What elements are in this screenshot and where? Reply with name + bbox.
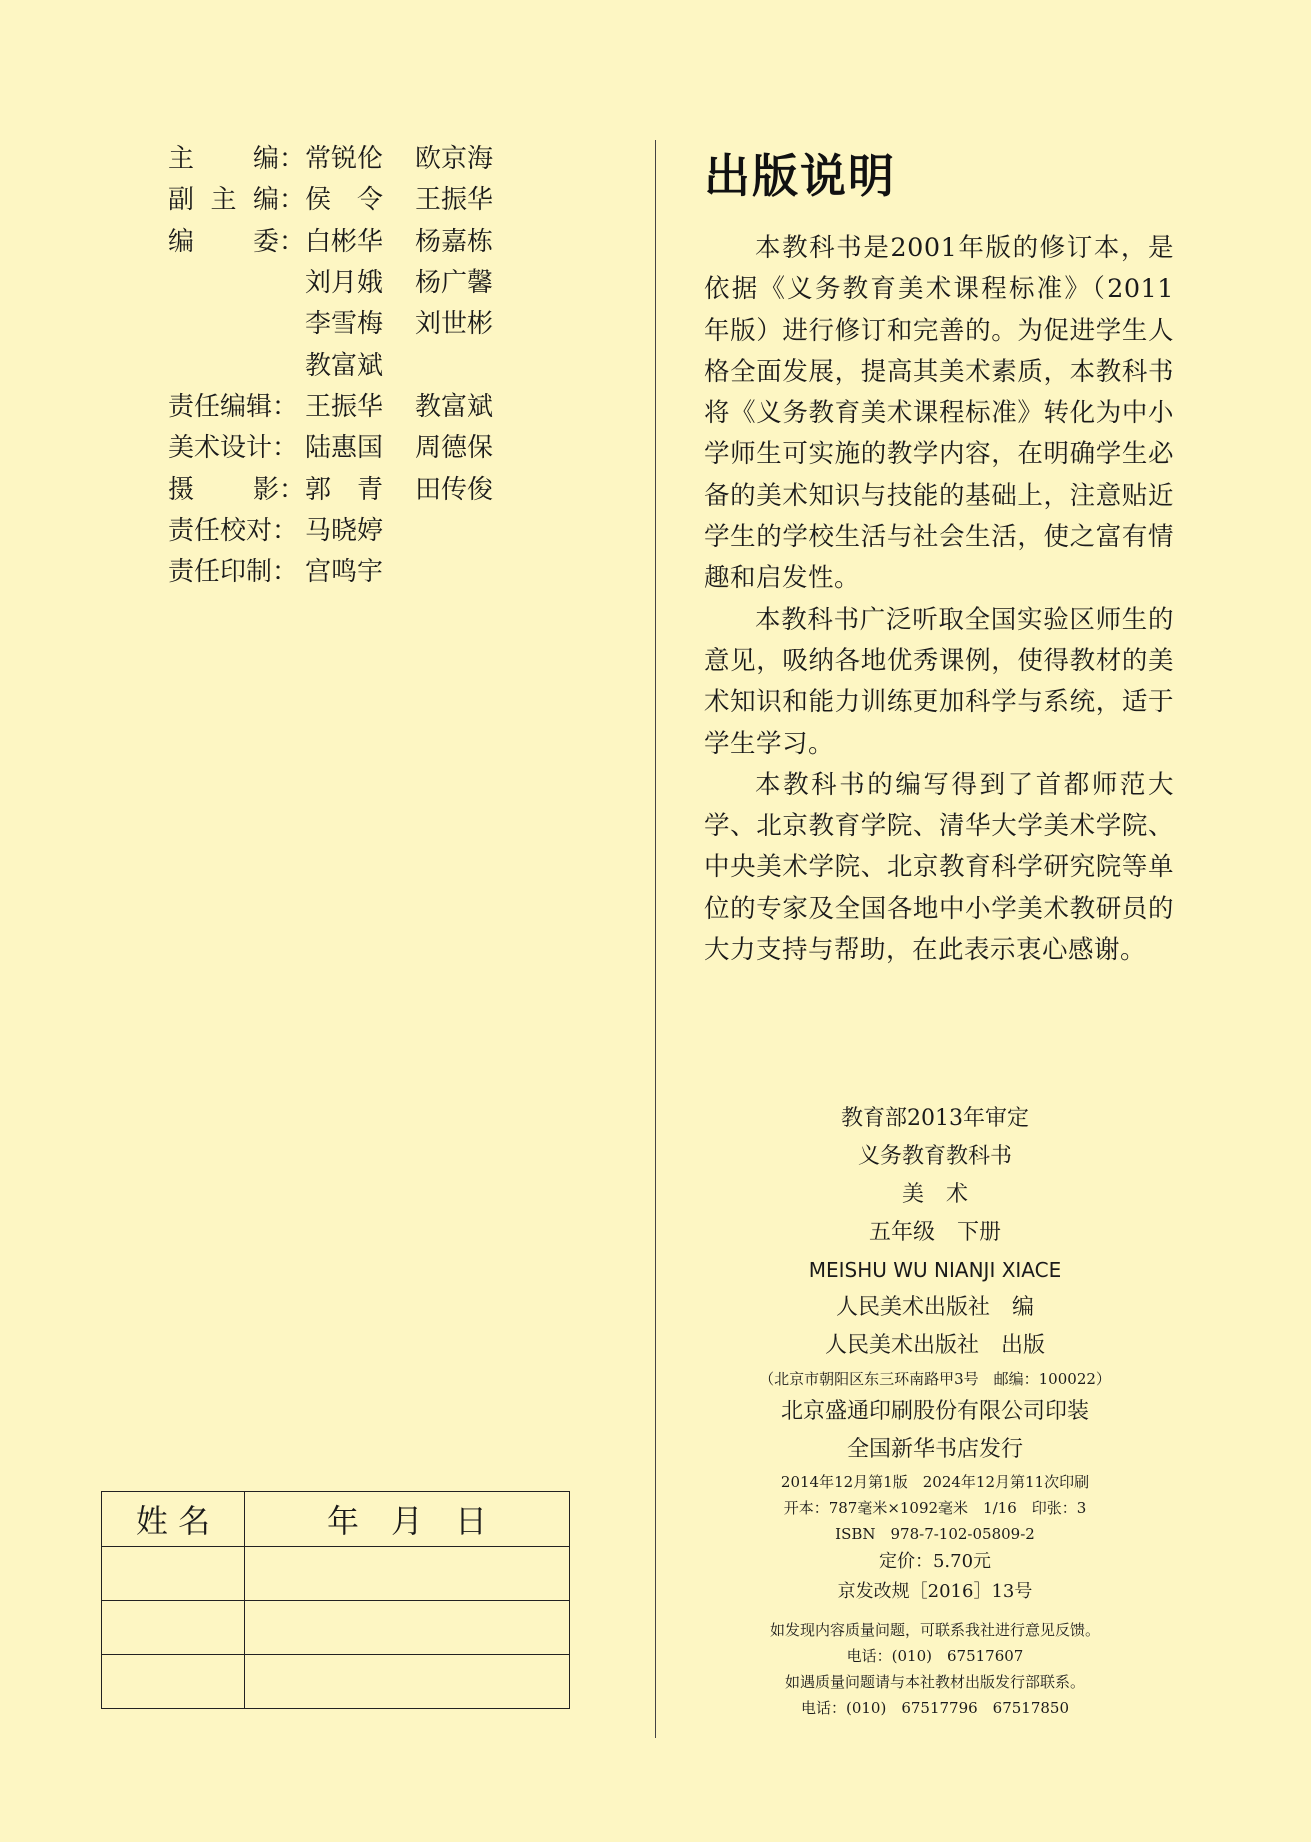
credit-name: 杨嘉栋 — [415, 226, 494, 257]
record-row — [102, 1547, 570, 1601]
notice-paragraph: 本教科书广泛听取全国实验区师生的意见，吸纳各地优秀课例，使得教材的美术知识和能力训练更加科学与系统，适于学生学习。 — [704, 604, 1174, 759]
phone-line: 电话：(010) 67517607 — [846, 1647, 1024, 1665]
credit-names — [305, 427, 525, 464]
credit-role-text: 影： — [252, 474, 305, 505]
credit-row — [168, 384, 525, 425]
credit-name: 周德保 — [415, 433, 494, 464]
name-cell — [102, 1655, 245, 1709]
credit-row — [168, 260, 525, 301]
credit-name: 杨广馨 — [415, 268, 494, 299]
feedback-line: 如发现内容质量问题，可联系我社进行意见反馈。 — [769, 1621, 1100, 1639]
credit-row — [168, 136, 525, 177]
phone-line: 电话：(010) 67517796 67517850 — [800, 1699, 1070, 1717]
credit-row — [168, 219, 525, 260]
credit-row — [168, 301, 525, 342]
credit-row — [168, 342, 525, 383]
credit-role-text: 副 — [168, 185, 195, 216]
printer-line: 北京盛通印刷股份有限公司印装 — [780, 1399, 1089, 1424]
credit-role-text: 编： — [252, 144, 305, 175]
distributor-line: 全国新华书店发行 — [846, 1437, 1023, 1462]
credit-names — [305, 510, 415, 547]
record-header-row — [102, 1492, 570, 1547]
isbn-line: ISBN 978-7-102-05809-2 — [835, 1525, 1035, 1543]
credit-name: 白彬华 — [305, 226, 384, 257]
credit-role-text: 主 — [168, 144, 195, 175]
credit-role — [168, 138, 305, 175]
imprint-block — [700, 1100, 1170, 1721]
credit-names — [305, 303, 525, 340]
credit-name: 李雪梅 — [305, 309, 384, 340]
notice-title: 出版说明 — [704, 149, 896, 203]
credit-names — [305, 221, 525, 258]
credit-row — [168, 425, 525, 466]
credit-name: 陆惠国 — [305, 433, 384, 464]
credit-name: 教富斌 — [305, 350, 384, 381]
credit-row — [168, 177, 525, 218]
quality-line: 如遇质量问题请与本社教材出版发行部联系。 — [784, 1673, 1085, 1691]
credit-name: 常锐伦 — [305, 144, 384, 175]
approval-line: 教育部2013年审定 — [841, 1106, 1029, 1131]
credit-name: 欧京海 — [415, 144, 494, 175]
credit-names — [305, 551, 415, 588]
date-cell — [245, 1601, 570, 1655]
series-line: 义务教育教科书 — [857, 1144, 1012, 1169]
credit-role-text: 美术设计： — [168, 433, 299, 464]
record-row — [102, 1601, 570, 1655]
page-divider — [655, 140, 656, 1738]
credit-role — [168, 551, 305, 588]
credit-role — [168, 179, 305, 216]
notice-paragraph: 本教科书的编写得到了首都师范大学、北京教育学院、清华大学美术学院、中央美术学院、北京教育科学研究院等单位的专家及全国各地中小学美术教研员的大力支持与帮助，在此表示衷心感谢。 — [704, 769, 1174, 966]
subject-line: 美 术 — [901, 1182, 968, 1207]
pinyin-title: MEISHU WU NIANJI XIACE — [808, 1258, 1062, 1282]
editor-line: 人民美术出版社 编 — [835, 1295, 1034, 1320]
notice-paragraph: 本教科书是2001年版的修订本，是依据《义务教育美术课程标准》（2011年版）进行修订和完善的。为促进学生人格全面发展，提高其美术素质，本教科书将《义务教育美术课程标准》转化为中小学师生可实施的教学内容，在明确学生必备的美术知识与技能的基础上，注意贴近学生的学校生活与社会生活，使之富有情趣和启发性。 — [704, 233, 1174, 594]
credit-role-text: 主 — [210, 185, 237, 216]
price-line: 定价：5.70元 — [878, 1551, 992, 1572]
credit-role-text: 编： — [252, 185, 305, 216]
credit-name: 刘月娥 — [305, 268, 384, 299]
credit-role-text: 委： — [252, 226, 305, 257]
name-header: 姓 名 — [102, 1492, 245, 1547]
credit-names — [305, 469, 525, 506]
record-row — [102, 1655, 570, 1709]
date-cell — [245, 1655, 570, 1709]
credit-role-text: 责任印制： — [168, 557, 299, 588]
credit-names — [305, 179, 525, 216]
credit-name: 侯 令 — [305, 185, 384, 216]
credit-role — [168, 386, 305, 423]
record-table — [101, 1491, 570, 1709]
credit-role — [168, 221, 305, 258]
credit-names — [305, 138, 525, 175]
date-header: 年 月 日 — [245, 1492, 570, 1547]
credits-list — [168, 136, 525, 590]
publisher-line: 人民美术出版社 出版 — [824, 1333, 1045, 1358]
permit-line: 京发改规［2016］13号 — [837, 1581, 1033, 1602]
credit-name: 宫鸣宇 — [305, 557, 384, 588]
credit-names — [305, 386, 525, 423]
credit-role-text: 编 — [168, 226, 195, 257]
credit-row — [168, 508, 525, 549]
format-line: 开本：787毫米×1092毫米 1/16 印张：3 — [783, 1499, 1087, 1517]
publication-notice — [704, 140, 1174, 971]
credit-role — [168, 510, 305, 547]
name-cell — [102, 1547, 245, 1601]
credit-role-text: 摄 — [168, 474, 195, 505]
credit-role-text: 责任编辑： — [168, 391, 299, 422]
credit-name: 马晓婷 — [305, 515, 384, 546]
credit-role-text: 责任校对： — [168, 515, 299, 546]
credit-names — [305, 262, 525, 299]
credit-role — [168, 427, 305, 464]
credit-names — [305, 345, 415, 382]
edition-line: 2014年12月第1版 2024年12月第11次印刷 — [780, 1473, 1090, 1491]
address-line: （北京市朝阳区东三环南路甲3号 邮编：100022） — [759, 1370, 1111, 1388]
credit-name: 郭 青 — [305, 474, 384, 505]
credit-name: 王振华 — [415, 185, 494, 216]
date-cell — [245, 1547, 570, 1601]
credit-role — [168, 469, 305, 506]
credit-name: 教富斌 — [415, 391, 494, 422]
credit-name: 田传俊 — [415, 474, 494, 505]
credit-name: 刘世彬 — [415, 309, 494, 340]
name-cell — [102, 1601, 245, 1655]
credit-row — [168, 549, 525, 590]
credit-row — [168, 466, 525, 507]
credit-name: 王振华 — [305, 391, 384, 422]
grade-line: 五年级 下册 — [868, 1220, 1001, 1245]
